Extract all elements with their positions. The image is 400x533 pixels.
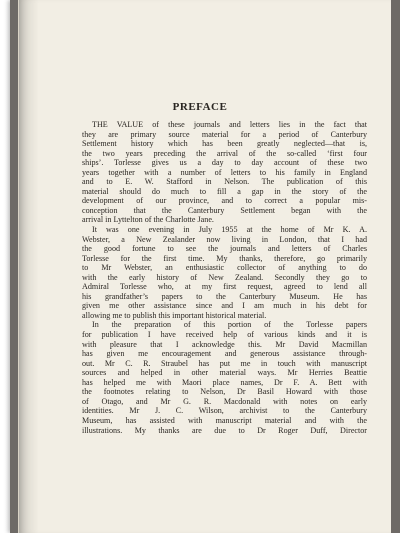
page-heading: PREFACE (172, 101, 228, 113)
preface-body (82, 120, 367, 435)
text-line: ships’. Torlesse gives us a day to day account of these two (82, 158, 367, 168)
text-line: It was one evening in July 1955 at the home of Mr K. A. (92, 225, 367, 235)
text-line: Settlement history which has been greatly neglected—that is, (82, 139, 367, 149)
text-line: has given me encouragement and generous assistance through- (82, 349, 367, 359)
text-line: has helped me with Maori place names, Dr F. A. Bett with (82, 377, 367, 387)
text-line: development of our province, and to correct a popular mis- (82, 196, 367, 206)
text-line: allowing me to publish this important historical material. (82, 310, 267, 320)
text-line: for publication I have received help of various kinds and it is (82, 330, 367, 340)
text-line: years together with a number of letters to his family in England (82, 167, 367, 177)
text-line: illustrations. My thanks are due to Dr Roger Duff, Director (82, 425, 367, 435)
page-gutter-shadow (19, 0, 39, 533)
text-line: Admiral Torlesse who, at my first request, agreed to lend all (82, 282, 367, 292)
text-line: given me other assistance since and I am much in his debt for (82, 301, 367, 311)
text-line: with the early history of New Zealand. Secondly they go to (82, 272, 367, 282)
text-line: the two years preceding the arrival of the so-called ‘first four (82, 148, 367, 158)
paragraph (82, 120, 367, 225)
text-line: and to E. W. Stafford in Nelson. The publication of this (82, 177, 367, 187)
text-line: In the preparation of this portion of the Torlesse papers (92, 320, 367, 330)
text-line: Museum, has assisted with manuscript material and with the (82, 415, 367, 425)
text-line: of Otago, and Mr G. R. Macdonald with notes on early (82, 396, 367, 406)
text-line: arrival in Lyttelton of the Charlotte Jane. (82, 215, 214, 225)
text-line: to Mr Webster, an enthusiastic collector of anything to do (82, 263, 367, 273)
text-line: conception that the Canterbury Settlement began with the (82, 205, 367, 215)
text-line: material should do much to fill a gap in the story of the (82, 186, 367, 196)
paragraph (82, 225, 367, 320)
text-line: the footnotes relating to Nelson, Dr Basil Howard with those (82, 387, 367, 397)
text-line: with pleasure that I acknowledge this. Mr David Macmillan (82, 339, 367, 349)
text-line: THE VALUE of these journals and letters lies in the fact that (92, 120, 367, 129)
text-line: out. Mr C. R. Straubel has put me in touch with manuscript (82, 358, 367, 368)
text-line: Torlesse for the first time. My thanks, therefore, go primarily (82, 253, 367, 263)
text-line: they are primary source material for a period of Canterbury (82, 129, 367, 139)
text-line: identities. Mr J. C. Wilson, archivist to the Canterbury (82, 406, 367, 416)
text-line: sources and helped in other material ways. Mr Herries Beattie (82, 368, 367, 378)
text-line: the good fortune to see the journals and letters of Charles (82, 244, 367, 254)
text-line: Webster, a New Zealander now living in London, that I had (82, 234, 367, 244)
text-line: his grandfather’s papers to the Canterbury Museum. He has (82, 291, 367, 301)
paragraph (82, 320, 367, 435)
